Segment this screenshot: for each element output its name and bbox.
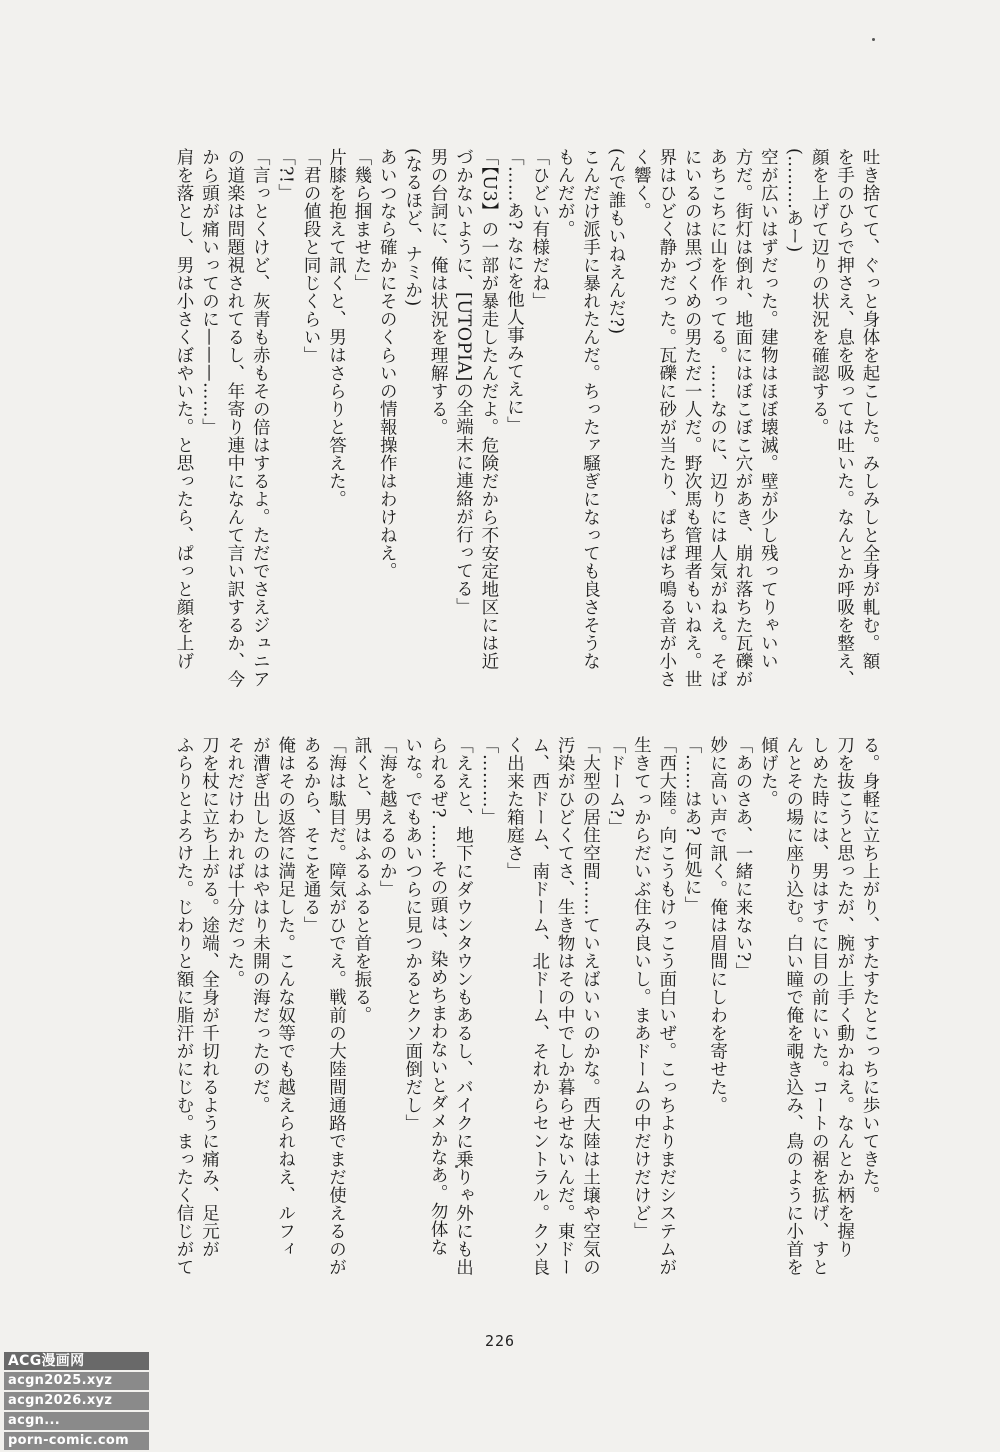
text-line: 訊くと、男はふるふると首を振る。 (351, 736, 372, 1024)
text-line: 「ドーム?」 (605, 736, 626, 836)
watermark (4, 1352, 149, 1452)
text-line: んとその場に座り込む。白い瞳で俺を覗き込み、鳥のように小首を (783, 736, 804, 1276)
text-line: 妙に高い声で訊く。俺は眉間にしわを寄せた。 (707, 736, 728, 1114)
text-line: 汚染がひどくてさ、生き物はその中でしか暮らせないんだ。東ドー (555, 736, 576, 1276)
text-line: こんだけ派手に暴れたんだ。ちったァ騒ぎになっても良さそうな (580, 148, 601, 670)
text-line: く出来た箱庭さ」 (504, 736, 525, 880)
text-line: (………あー) (783, 148, 804, 253)
text-line: 「君の値段と同じくらい」 (301, 148, 322, 364)
text-line: られるぜ? ……その頭は、染めちまわないとダメかなあ。勿体な (428, 736, 449, 1256)
text-line: 「ひどい有様だね」 (529, 148, 550, 310)
text-line: ム、西ドーム、南ドーム、北ドーム、それからセントラル。クソ良 (529, 736, 550, 1276)
watermark-line: porn-comic.com (4, 1432, 149, 1450)
text-line: 俺はその返答に満足した。こんな奴等でも越えられねえ、ルフィ (275, 736, 296, 1258)
text-column-bottom (171, 736, 882, 1281)
text-line: 「言っとくけど、灰青も赤もその倍はするよ。ただでさえジュニア (250, 148, 271, 688)
text-line: 空が広いはずだった。建物はほぼ壊滅。壁が少し残ってりゃいい (758, 148, 779, 670)
text-line: あいつなら確かにそのくらいの情報操作はわけねえ。 (377, 148, 398, 580)
text-line: 「あのさあ、一緒に来ない?」 (732, 736, 753, 980)
watermark-line: acgn2025.xyz (4, 1372, 149, 1390)
text-line: 「………」 (478, 736, 499, 826)
page-number: 226 (484, 1332, 516, 1350)
text-line: 片膝を抱えて訊くと、男はさらりと答えた。 (326, 148, 347, 508)
text-line: 「海を越えるのか」 (377, 736, 398, 898)
text-column-top (171, 148, 882, 693)
text-line: 界はひどく静かだった。瓦礫に砂が当たり、ぱちぱち鳴る音が小さ (656, 148, 677, 688)
text-line: 吐き捨てて、ぐっと身体を起こした。みしみしと全身が軋む。額 (860, 148, 880, 670)
text-line: づかないように、[UTOPIA]の全端末に連絡が行ってる」 (453, 148, 474, 616)
text-line: あちこちに山を作ってる。……なのに、辺りには人気がねえ。そば (707, 148, 728, 688)
text-line: 「西大陸。向こうもけっこう面白いぜ。こっちよりまだシステムが (656, 736, 677, 1276)
text-line: が漕ぎ出したのはやはり未開の海だったのだ。 (250, 736, 271, 1114)
text-line: 生きてっからだいぶ住み良いし。まあドームの中だけだけど」 (631, 736, 652, 1240)
text-line: を手のひらで押さえ、息を吸っては吐いた。なんとか呼吸を整え、 (834, 148, 855, 688)
text-line: (んで誰もいねえんだ?) (605, 148, 626, 335)
text-line: 「……あ? なにを他人事みてえに」 (504, 148, 525, 434)
text-line: 顔を上げて辺りの状況を確認する。 (809, 148, 830, 436)
text-line: いな。でもあいつらに見つかるとクソ面倒だし」 (402, 736, 423, 1132)
text-line: 方だ。街灯は倒れ、地面にはぼこぼこ穴があき、崩れ落ちた瓦礫が (732, 148, 753, 688)
text-line: 「幾ら掴ませた」 (351, 148, 372, 292)
text-line: 「?!」 (275, 148, 296, 202)
text-line: 男の台詞に、俺は状況を理解する。 (428, 148, 449, 436)
ink-speck (872, 38, 875, 41)
text-line: 傾げた。 (758, 736, 779, 808)
text-line: 肩を落とし、男は小さくぼやいた。と思ったら、ぱっと顔を上げ (174, 148, 195, 670)
watermark-line: acgn... (4, 1412, 149, 1430)
text-line: 「【U3】の一部が暴走したんだよ。危険だから不安定地区には近 (478, 148, 499, 671)
text-line: 「海は駄目だ。障気がひでえ。戦前の大陸間通路でまだ使えるのが (326, 736, 347, 1276)
text-line: から頭が痛いってのに———……」 (199, 148, 220, 436)
text-line: 「大型の居住空間……ていえばいいのかな。西大陸は土壌や空気の (580, 736, 601, 1276)
watermark-line: acgn2026.xyz (4, 1392, 149, 1410)
text-line: る。身軽に立ち上がり、すたすたとこっちに歩いてきた。 (860, 736, 880, 1204)
text-line: 「ええと、地下にダウンタウンもあるし、バイクに乗りゃ外にも出 (453, 736, 474, 1276)
watermark-brand: ACG漫画网 (4, 1352, 149, 1370)
text-line: もんだが。 (555, 148, 576, 238)
text-line: それだけわかれば十分だった。 (224, 736, 245, 988)
text-line: しめた時には、男はすでに目の前にいた。コートの裾を拡げ、すと (809, 736, 830, 1276)
text-line: 刀を抜こうと思ったが、腕が上手く動かねえ。なんとか柄を握り (834, 736, 855, 1258)
text-line: あるから、そこを通る」 (301, 736, 322, 934)
text-line: ふらりとよろけた。じわりと額に脂汗がにじむ。まったく信じがて (174, 736, 195, 1276)
text-line: (なるほど、ナミか) (402, 148, 423, 307)
text-line: く響く。 (631, 148, 652, 220)
text-line: 「……はあ? 何処に」 (682, 736, 703, 914)
text-line: にいるのは黒づくめの男ただ一人だ。野次馬も管理者もいねえ。世 (682, 148, 703, 688)
text-line: 刀を杖に立ち上がる。途端、全身が千切れるように痛み、足元が (199, 736, 220, 1258)
text-line: の道楽は問題視されてるし、年寄り連中になんて言い訳するか、今 (224, 148, 245, 688)
